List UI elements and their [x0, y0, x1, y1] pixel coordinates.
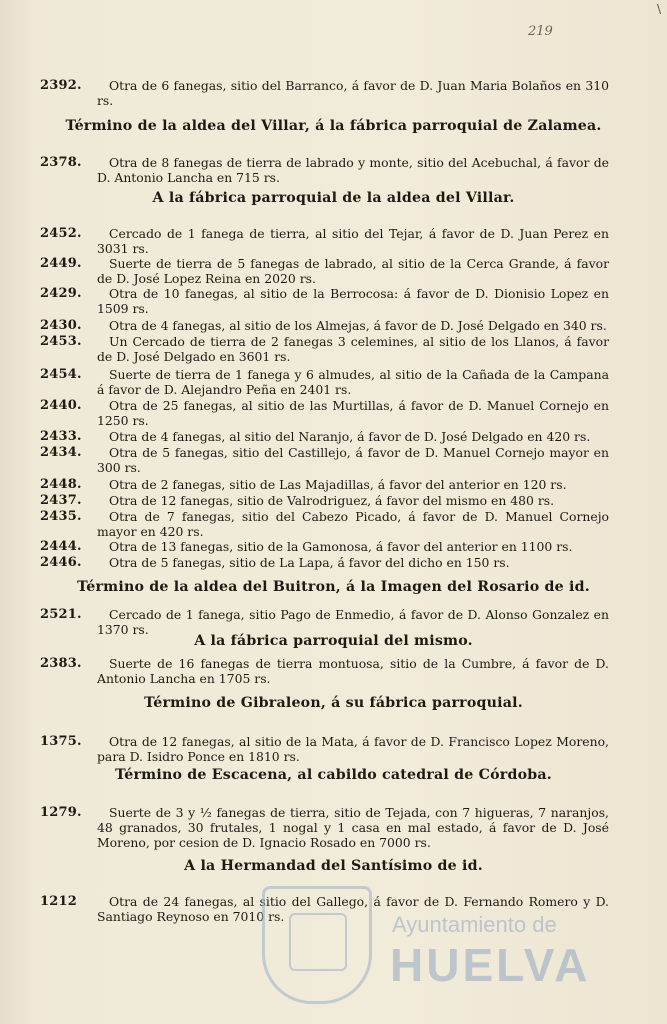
section-heading: Término de la aldea del Villar, á la fábrica parroquial de Zalamea. — [65, 118, 602, 134]
entry-text: Otra de 8 fanegas de tierra de labrado y monte, sitio del Acebuchal, á favor de D. Antonio Lancha en 715 rs. — [97, 155, 609, 185]
section-heading: A la Hermandad del Santísimo de id. — [184, 858, 483, 874]
entry-text: Otra de 5 fanegas, sitio de La Lapa, á favor del dicho en 150 rs. — [109, 555, 510, 570]
entry-number: 2430. — [40, 318, 82, 333]
entry-number: 1212 — [40, 894, 77, 909]
entry-text: Otra de 12 fanegas, al sitio de la Mata, á favor de D. Francisco Lopez Moreno, para D. Isidro Ponce en 1810 rs. — [97, 734, 609, 764]
entry-number: 2453. — [40, 334, 82, 349]
entry-number: 2433. — [40, 429, 82, 444]
shield-inner-icon — [289, 913, 347, 971]
section-heading: Término de la aldea del Buitron, á la Imagen del Rosario de id. — [77, 579, 590, 595]
entry-number: 2437. — [40, 493, 82, 508]
entry-text: Otra de 7 fanegas, sitio del Cabezo Picado, á favor de D. Manuel Cornejo mayor en 420 rs. — [97, 509, 609, 539]
entry-text: Otra de 4 fanegas, al sitio de los Almejas, á favor de D. José Delgado en 340 rs. — [109, 318, 607, 333]
section-heading: Término de Gibraleon, á su fábrica parroquial. — [144, 695, 523, 711]
entry-number: 2434. — [40, 445, 82, 460]
watermark — [262, 906, 602, 996]
entry-number: 2429. — [40, 286, 82, 301]
entry-number: 2383. — [40, 656, 82, 671]
entry-number: 1279. — [40, 805, 82, 820]
entry-text: Suerte de 3 y ½ fanegas de tierra, sitio de Tejada, con 7 higueras, 7 naranjos, 48 granados, 30 frutales, 1 nogal y 1 casa en mal estado, á favor de D. José Moreno, por cesion de D. Ignacio Rosado en 7000 rs. — [97, 805, 609, 850]
watermark-line2: HUELVA — [390, 939, 591, 991]
entry-number: 2435. — [40, 509, 82, 524]
entry-number: 2448. — [40, 477, 82, 492]
entry-text: Otra de 6 fanegas, sitio del Barranco, á favor de D. Juan Maria Bolaños en 310 rs. — [97, 78, 609, 108]
section-heading: A la fábrica parroquial de la aldea del Villar. — [152, 190, 515, 206]
entry-text: Otra de 5 fanegas, sitio del Castillejo, á favor de D. Manuel Cornejo mayor en 300 rs. — [97, 445, 609, 475]
watermark-line1: Ayuntamiento de — [392, 912, 557, 937]
entry-text: Otra de 12 fanegas, sitio de Valrodriguez, á favor del mismo en 480 rs. — [109, 493, 555, 508]
entry-text: Un Cercado de tierra de 2 fanegas 3 celemines, al sitio de los Llanos, á favor de D. José Delgado en 3601 rs. — [97, 334, 609, 364]
entry-text: Cercado de 1 fanega de tierra, al sitio del Tejar, á favor de D. Juan Perez en 3031 rs. — [97, 226, 609, 256]
section-heading: A la fábrica parroquial del mismo. — [194, 633, 473, 649]
entry-text: Suerte de tierra de 1 fanega y 6 almudes, al sitio de la Cañada de la Campana á favor de D. Alejandro Peña en 2401 rs. — [97, 367, 609, 397]
entry-text: Otra de 13 fanegas, sitio de la Gamonosa, á favor del anterior en 1100 rs. — [109, 539, 573, 554]
entry-text: Otra de 10 fanegas, al sitio de la Berrocosa: á favor de D. Dionisio Lopez en 1509 rs. — [97, 286, 609, 316]
entry-text: Otra de 25 fanegas, al sitio de las Murtillas, á favor de D. Manuel Cornejo en 1250 rs. — [97, 398, 609, 428]
entry-number: 2446. — [40, 555, 82, 570]
entry-number: 2392. — [40, 78, 82, 93]
entry-text: Suerte de tierra de 5 fanegas de labrado, al sitio de la Cerca Grande, á favor de D. José Lopez Reina en 2020 rs. — [97, 256, 609, 286]
entry-text: Otra de 2 fanegas, sitio de Las Majadillas, á favor del anterior en 120 rs. — [109, 477, 567, 492]
page-number: 219 — [528, 24, 553, 39]
entry-number: 2449. — [40, 256, 82, 271]
corner-mark: \ — [656, 2, 661, 16]
entry-text: Suerte de 16 fanegas de tierra montuosa, sitio de la Cumbre, á favor de D. Antonio Lancha en 1705 rs. — [97, 656, 609, 686]
entry-number: 2378. — [40, 155, 82, 170]
entry-number: 2454. — [40, 367, 82, 382]
entry-number: 1375. — [40, 734, 82, 749]
entry-text: Cercado de 1 fanega, sitio Pago de Enmedio, á favor de D. Alonso Gonzalez en 1370 rs. — [97, 607, 609, 637]
entry-number: 2521. — [40, 607, 82, 622]
coat-of-arms-icon — [262, 886, 372, 1004]
entry-number: 2452. — [40, 226, 82, 241]
entry-text: Otra de 24 fanegas, al sitio del Gallego, á favor de D. Fernando Romero y D. Santiago Reynoso en 7010 rs. — [97, 894, 609, 924]
entry-number: 2444. — [40, 539, 82, 554]
entry-number: 2440. — [40, 398, 82, 413]
entry-text: Otra de 4 fanegas, al sitio del Naranjo, á favor de D. José Delgado en 420 rs. — [109, 429, 591, 444]
section-heading: Término de Escacena, al cabildo catedral de Córdoba. — [115, 767, 552, 783]
